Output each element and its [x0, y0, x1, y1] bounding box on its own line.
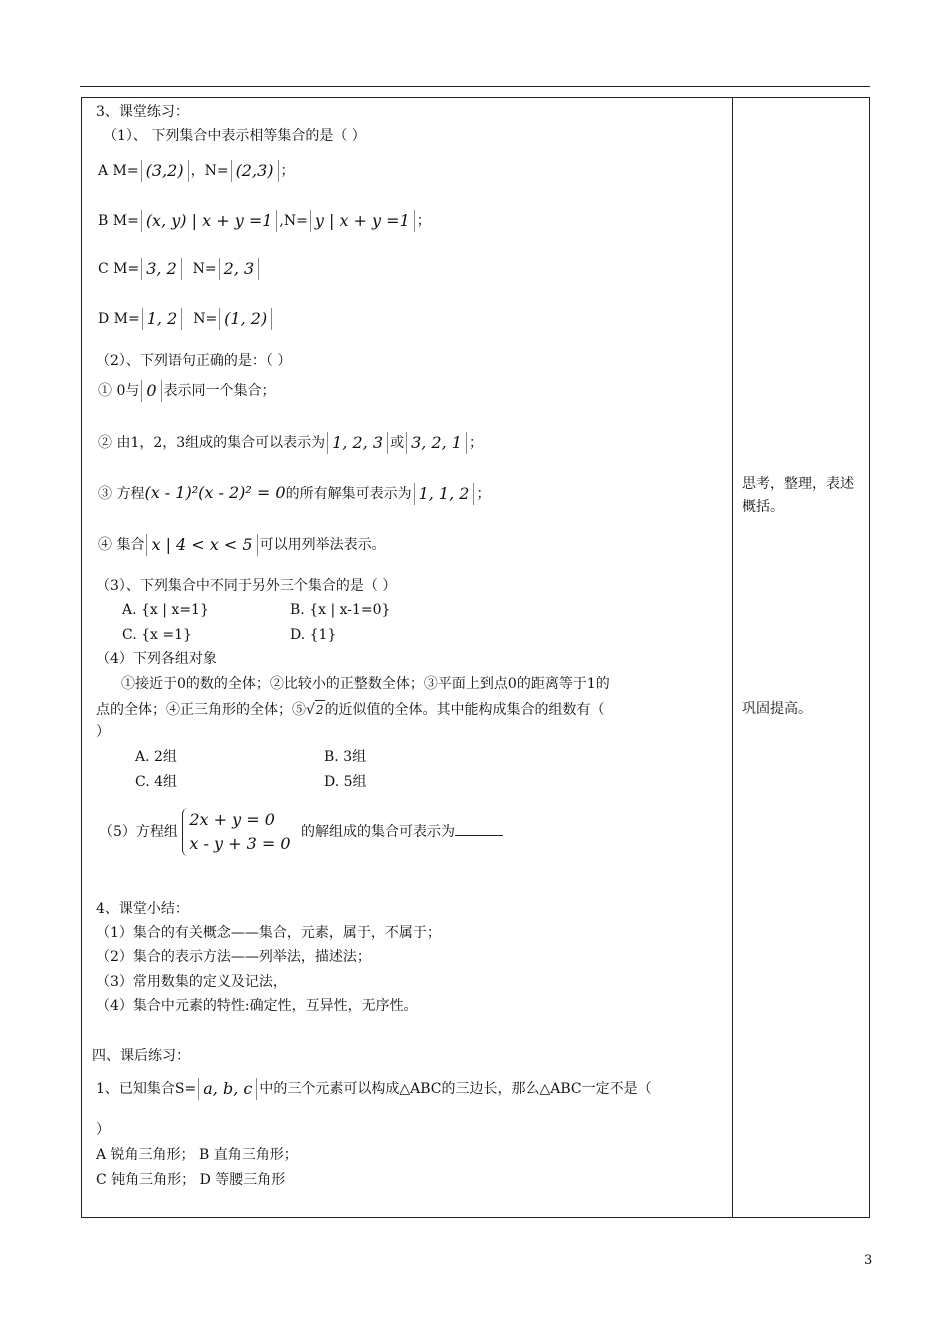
after-class-q1: [96, 1078, 652, 1100]
equation: (x - 1)²(x - 2)² = 0: [144, 483, 286, 502]
equation-1: 2x + y = 0: [189, 810, 275, 829]
statement-text: 可以用列举法表示。: [259, 537, 386, 553]
side-note-line: 概括。: [742, 499, 784, 515]
summary-item-2: （2）集合的表示方法——列举法，描述法；: [96, 949, 371, 965]
set-m-c: 3, 2: [141, 258, 182, 280]
statement-text: ① 0与: [98, 383, 140, 399]
q2-statement-3: [98, 483, 490, 505]
set-321: 3, 2, 1: [406, 432, 467, 454]
statement-text: 表示同一个集合；: [163, 383, 276, 399]
q4-option-a: A. 2组: [135, 749, 177, 765]
q1-option-b: [98, 210, 431, 232]
q3-prompt: （3）、下列集合中不同于另外三个集合的是（ ）: [96, 578, 397, 594]
q3-option-a: A. {x | x=1}: [122, 602, 209, 618]
q2-statement-1: [98, 380, 276, 402]
q5: [99, 808, 503, 856]
sqrt-symbol: √: [306, 702, 315, 718]
set-zero: 0: [141, 380, 161, 402]
set-112: 1, 1, 2: [414, 483, 475, 505]
punct: ；: [468, 435, 483, 451]
statement-text: 或: [390, 435, 405, 451]
set-abc: a, b, c: [198, 1078, 257, 1100]
n-label: N=: [193, 311, 218, 327]
q1-prompt: （1）、 下列集合中表示相等集合的是（ ）: [103, 128, 366, 144]
q4-option-d: D. 5组: [324, 774, 367, 790]
q2-statement-4: [98, 534, 386, 556]
punct: ；: [476, 486, 491, 502]
set-m-a: (3,2): [141, 160, 189, 182]
set-n-b: y | x + y =1: [310, 210, 415, 232]
answer-blank: [455, 821, 503, 836]
set-m-d: 1, 2: [142, 308, 183, 330]
summary-item-1: （1）集合的有关概念——集合，元素，属于，不属于；: [96, 925, 441, 941]
statement-text: ④ 集合: [98, 537, 145, 553]
q4-line-3: ）: [96, 724, 110, 740]
statement-text: 的所有解集可表示为: [285, 486, 412, 502]
q1-option-a: [98, 160, 295, 182]
set-n-c: 2, 3: [219, 258, 260, 280]
q3-option-b: B. {x | x-1=0}: [290, 602, 391, 618]
n-label: ，N=: [190, 163, 229, 179]
after-class-title: 四、课后练习：: [92, 1048, 190, 1064]
q4-option-c: C. 4组: [135, 774, 178, 790]
equation-2: x - y + 3 = 0: [189, 834, 291, 853]
statement-text: ③ 方程: [98, 486, 145, 502]
set-n-a: (2,3): [231, 160, 279, 182]
q5-prefix: （5）方程组: [99, 824, 178, 840]
option-d-label: D M=: [98, 311, 140, 327]
line-text: 的近似值的全体。其中能构成集合的组数有（: [324, 702, 605, 718]
q2-statement-2: [98, 432, 483, 454]
after-class-q1-close: ）: [96, 1122, 110, 1138]
q1-option-c: [98, 258, 261, 280]
option-c-label: C M=: [98, 261, 140, 277]
q4-line-1: ①接近于0的数的全体；②比较小的正整数全体；③平面上到点0的距离等于1的: [121, 676, 610, 692]
side-note-consolidate: 巩固提高。: [742, 701, 812, 717]
summary-item-3: （3）常用数集的定义及记法，: [96, 974, 287, 990]
statement-text: ② 由1，2，3组成的集合可以表示为: [98, 435, 326, 451]
sqrt-radicand: 2: [315, 700, 325, 719]
q3-option-d: D. {1}: [290, 627, 337, 643]
set-m-b: (x, y) | x + y =1: [141, 210, 278, 232]
q5-suffix: 的解组成的集合可表示为: [300, 824, 455, 840]
punct: ；: [280, 163, 295, 179]
page-number: 3: [864, 1253, 873, 1268]
q3-option-c: C. {x =1}: [122, 627, 192, 643]
set-n-d: (1, 2): [219, 308, 272, 330]
q4-option-b: B. 3组: [324, 749, 367, 765]
line-text: 点的全体；④正三角形的全体；⑤: [96, 702, 306, 718]
section4-title: 4、课堂小结：: [96, 901, 189, 917]
q2-prompt: （2）、下列语句正确的是：（ ）: [96, 353, 292, 369]
side-note-line: 思考，整理，表述: [742, 476, 854, 492]
q1-text: 1、已知集合S=: [96, 1081, 197, 1097]
after-class-options-ab: A 锐角三角形； B 直角三角形；: [96, 1147, 298, 1163]
column-divider: [732, 97, 733, 1218]
q4-line-2: [96, 700, 605, 719]
summary-item-4: （4）集合中元素的特性:确定性，互异性，无序性。: [96, 998, 418, 1014]
set-123: 1, 2, 3: [327, 432, 388, 454]
q4-prompt: （4）下列各组对象: [96, 651, 217, 667]
after-class-options-cd: C 钝角三角形； D 等腰三角形: [96, 1172, 286, 1188]
punct: ；: [416, 213, 431, 229]
option-b-label: B M=: [98, 213, 139, 229]
n-label: ,N=: [279, 213, 308, 229]
q1-text: 中的三个元素可以构成△ABC的三边长，那么△ABC一定不是（: [259, 1081, 652, 1097]
side-note-think: [742, 473, 854, 519]
q1-option-d: [98, 308, 274, 330]
section3-title: 3、课堂练习：: [96, 104, 189, 120]
set-interval: x | 4 < x < 5: [146, 534, 257, 556]
n-label: N=: [192, 261, 217, 277]
header-rule: [80, 86, 870, 87]
option-a-label: A M=: [98, 163, 139, 179]
equation-system: [182, 808, 290, 856]
